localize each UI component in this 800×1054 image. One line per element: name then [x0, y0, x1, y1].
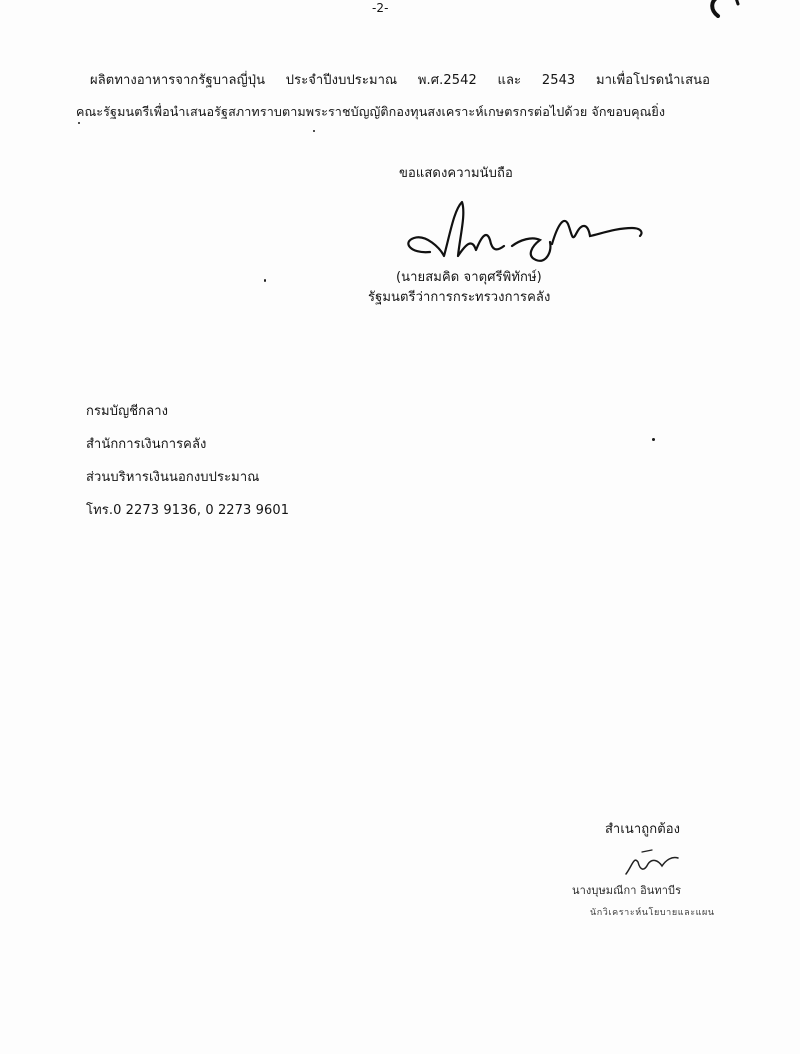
handwritten-signature [400, 194, 660, 278]
signer-title: รัฐมนตรีว่าการกระทรวงการคลัง [368, 290, 551, 305]
certified-copy-label: สำเนาถูกต้อง [605, 822, 681, 837]
corner-mark-icon [702, 0, 742, 18]
scan-speck [78, 122, 80, 124]
contact-phone: โทร.0 2273 9136, 0 2273 9601 [86, 503, 290, 518]
certifier-name: นางบุษมณีกา อินทาบีร [572, 884, 682, 897]
scan-speck [313, 130, 315, 132]
scan-speck [264, 279, 266, 282]
department-name: กรมบัญชีกลาง [86, 404, 169, 419]
division-name: ส่วนบริหารเงินนอกงบประมาณ [86, 470, 260, 485]
office-name: สำนักการเงินการคลัง [86, 437, 207, 452]
signer-name: (นายสมคิด จาตุศรีพิทักษ์) [396, 270, 542, 285]
certifier-title: นักวิเคราะห์นโยบายและแผน [590, 908, 715, 918]
letter-body-line-2: คณะรัฐมนตรีเพื่อนำเสนอรัฐสภาทราบตามพระราชบัญญัติกองทุนสงเคราะห์เกษตรกรต่อไปด้วย จักขอบคุณยิ่ง [76, 104, 666, 119]
letter-closing: ขอแสดงความนับถือ [399, 166, 513, 181]
handwritten-initials [622, 846, 682, 880]
letter-body-line-1: ผลิตทางอาหารจากรัฐบาลญี่ปุ่น ประจำปีงบประมาณ พ.ศ.2542 และ 2543 มาเพื่อโปรดนำเสนอ [90, 73, 710, 88]
scan-speck [652, 438, 655, 441]
page-number: -2- [372, 1, 389, 15]
